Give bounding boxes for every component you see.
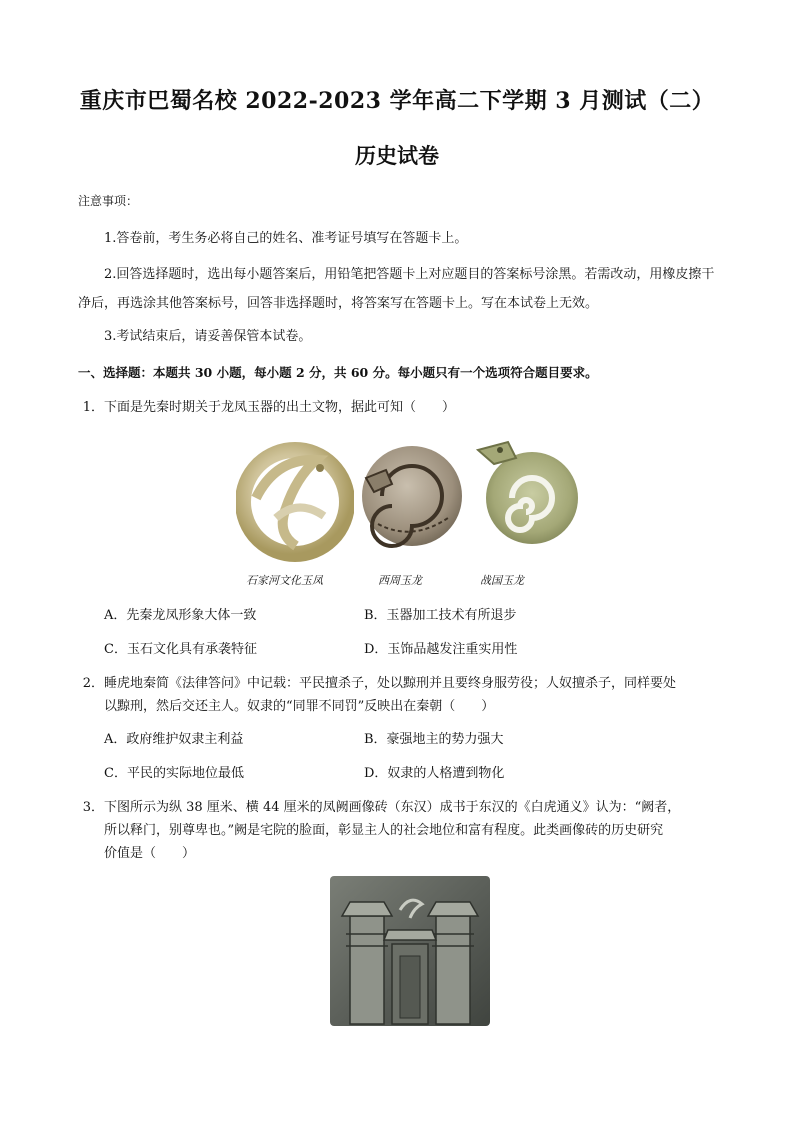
question-1 (78, 396, 728, 419)
section-heading: 一、选择题：本题共 30 小题，每小题 2 分，共 60 分。每小题只有一个选项符合题目要求。 (78, 365, 598, 380)
question-stem-line-1: 下图所示为纵 38 厘米、横 44 厘米的凤阙画像砖（东汉）成书于东汉的《白虎通义》认为：“阙者， (104, 800, 681, 815)
caption-jade-phoenix: 石家河文化玉凤 (246, 574, 323, 587)
option-d[interactable]: D．玉饰品越发注重实用性 (364, 642, 518, 657)
option-a[interactable]: A．政府维护奴隶主利益 (104, 732, 244, 747)
question-2 (78, 672, 728, 718)
question-stem-line-2: 所以释门，别尊卑也。”阙是宅院的脸面，彰显主人的社会地位和富有程度。此类画像砖的历史研究 (104, 823, 664, 838)
option-b[interactable]: B．玉器加工技术有所退步 (364, 608, 517, 623)
question-stem-line-1: 睡虎地秦简《法律答问》中记载：平民擅杀子，处以黥刑并且要终身服劳役；人奴擅杀子，同样要处 (104, 676, 677, 691)
question-2-options (104, 728, 664, 788)
question-number: 2． (82, 676, 104, 691)
notice-heading: 注意事项： (78, 194, 139, 208)
question-stem: 下面是先秦时期关于龙凤玉器的出土文物，据此可知（ ） (104, 400, 456, 415)
notice-item-3: 3.考试结束后，请妥善保管本试卷。 (104, 329, 312, 344)
option-b[interactable]: B．豪强地主的势力强大 (364, 732, 504, 747)
jade-dragon-western-zhou-image (354, 438, 466, 550)
question-number: 1． (82, 400, 104, 415)
option-d[interactable]: D．奴隶的人格遭到物化 (364, 766, 505, 781)
phoenix-tower-brick-image (328, 874, 492, 1028)
option-c[interactable]: C．玉石文化具有承袭特征 (104, 642, 257, 657)
question-stem-line-3: 价值是（ ） (104, 846, 196, 861)
exam-subtitle: 历史试卷 (355, 143, 439, 168)
caption-warring-states-dragon: 战国玉龙 (480, 574, 524, 587)
question-number: 3． (82, 800, 104, 815)
notice-item-1: 1.答卷前，考生务必将自己的姓名、准考证号填写在答题卡上。 (104, 231, 468, 246)
option-c[interactable]: C．平民的实际地位最低 (104, 766, 244, 781)
jade-phoenix-image (236, 438, 354, 562)
caption-western-zhou-dragon: 西周玉龙 (378, 574, 422, 587)
option-a[interactable]: A．先秦龙凤形象大体一致 (104, 608, 257, 623)
question-1-options (104, 604, 664, 664)
question-stem-line-2: 以黥刑，然后交还主人。奴隶的“同罪不同罚”反映出在秦朝（ ） (104, 699, 495, 714)
question-3 (78, 796, 728, 865)
notice-item-2: 2.回答选择题时，选出每小题答案后，用铅笔把答题卡上对应题目的答案标号涂黑。若需改动，用橡皮擦干净后，再选涂其他答案标号，回答非选择题时，将答案写在答题卡上。写在本试卷上无效。 (78, 267, 715, 311)
exam-title: 重庆市巴蜀名校 2022-2023 学年高二下学期 3 月测试（二） (79, 88, 715, 114)
jade-dragon-warring-states-image (470, 436, 586, 548)
